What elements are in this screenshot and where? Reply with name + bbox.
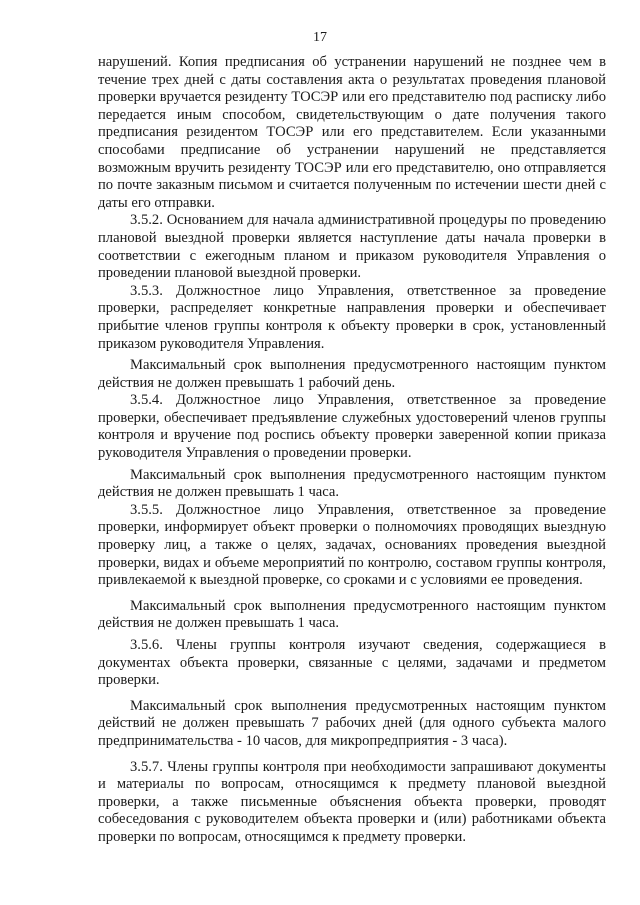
paragraph-max-term-3: Максимальный срок выполнения предусмотренного настоящим пунктом действия не должен превышать 1 часа. xyxy=(98,597,606,632)
paragraph-3-5-5: 3.5.5. Должностное лицо Управления, ответственное за проведение проверки, информирует объект проверки о полномочиях проводящих выездную проверку лиц, а также о целях, задачах, основаниях проведения выездной проверки, видах и объеме мероприятий по контролю, составом группы контроля, привлекаемой к выездной проверке, со сроками и с условиями ее проведения. xyxy=(98,501,606,589)
paragraph-3-5-7: 3.5.7. Члены группы контроля при необходимости запрашивают документы и материалы по вопросам, относящимся к предмету плановой выездной проверки, а также письменные объяснения объекта проверки, проводят собеседования с руководителем объекта проверки и (или) работниками объекта проверки по вопросам, относящимся к предмету проверки. xyxy=(98,758,606,845)
paragraph-3-5-6: 3.5.6. Члены группы контроля изучают сведения, содержащиеся в документах объекта проверки, связанные с целями, задачами и предметом проверки. xyxy=(98,637,606,689)
paragraph-3-5-4: 3.5.4. Должностное лицо Управления, ответственное за проведение проверки, обеспечивает предъявление служебных удостоверений членов группы контроля и вручение под роспись объекту проверки заверенной копии приказа руководителя Управления о проведении проверки. xyxy=(98,392,606,462)
document-body xyxy=(98,54,606,847)
paragraph-max-term-4: Максимальный срок выполнения предусмотренных настоящим пунктом действий не должен превышать 7 рабочих дней (для одного субъекта малого предпринимательства - 10 часов, для микропредприятия - 3 часа). xyxy=(98,697,606,749)
paragraph-max-term-2: Максимальный срок выполнения предусмотренного настоящим пунктом действия не должен превышать 1 часа. xyxy=(98,466,606,501)
paragraph-3-5-2: 3.5.2. Основанием для начала административной процедуры по проведению плановой выездной проверки является наступление даты начала проверки в соответствии с ежегодным планом и приказом руководителя Управления о проведении плановой выездной проверки. xyxy=(98,212,606,282)
paragraph-max-term-1: Максимальный срок выполнения предусмотренного настоящим пунктом действия не должен превышать 1 рабочий день. xyxy=(98,357,606,391)
paragraph-continuation: нарушений. Копия предписания об устранении нарушений не позднее чем в течение трех дней с даты составления акта о результатах проведения плановой проверки вручается резиденту ТОСЭР или его представителю под расписку либо передается иным способом, свидетельствующим о дате получения такого предписания резидентом ТОСЭР или его представителем. Если указанными способами предписание об устранении нарушений не представляется возможным вручить резиденту ТОСЭР или его представителю, оно отправляется по почте заказным письмом и считается полученным по истечении шести дней с даты его отправки. xyxy=(98,54,606,211)
paragraph-3-5-3: 3.5.3. Должностное лицо Управления, ответственное за проведение проверки, распределяет конкретные направления проверки и обеспечивает прибытие членов группы контроля к объекту проверки в срок, установленный приказом руководителя Управления. xyxy=(98,282,606,352)
page-number: 17 xyxy=(313,30,327,45)
